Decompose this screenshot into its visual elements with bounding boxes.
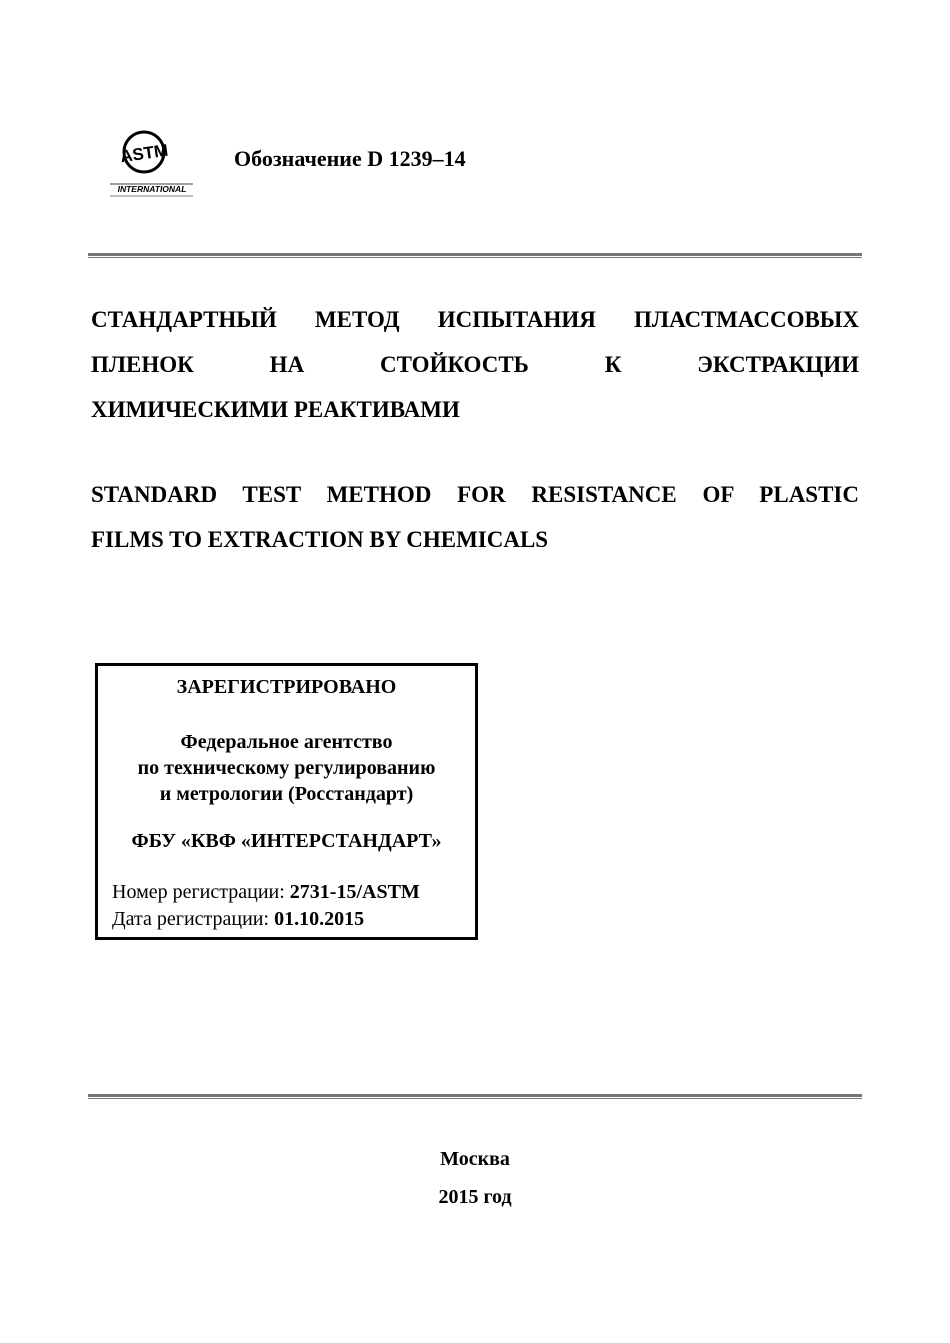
title-en-line-1: STANDARD TEST METHOD FOR RESISTANCE OF PLASTIC (91, 482, 859, 507)
agency-line-3: и метрологии (Росстандарт) (159, 783, 414, 805)
agency-line-1: Федеральное агентство (180, 731, 393, 753)
designation: Обозначение D 1239–14 (234, 146, 466, 171)
registration-agency (98, 729, 475, 807)
registration-box (95, 663, 478, 940)
registration-date-label: Дата регистрации: (112, 908, 270, 930)
registration-number-label: Номер регистрации: (112, 881, 285, 903)
registration-date-value: 01.10.2015 (274, 908, 365, 930)
logo-subtext: INTERNATIONAL (117, 184, 187, 194)
title-ru-line-1: СТАНДАРТНЫЙ МЕТОД ИСПЫТАНИЯ ПЛАСТМАССОВЫХ (91, 307, 859, 332)
top-divider (88, 253, 862, 258)
astm-logo (108, 126, 198, 198)
bottom-divider (88, 1094, 862, 1099)
title-ru-line-3: ХИМИЧЕСКИМИ РЕАКТИВАМИ (91, 397, 460, 422)
registration-number-value: 2731-15/ASTM (289, 881, 420, 903)
registration-data (112, 879, 420, 933)
title-en-line-2: FILMS TO EXTRACTION BY CHEMICALS (91, 527, 549, 552)
footer-year: 2015 год (438, 1186, 512, 1208)
registration-date-row (112, 906, 420, 933)
title-english (91, 472, 859, 562)
title-ru-line-2: ПЛЕНОК НА СТОЙКОСТЬ К ЭКСТРАКЦИИ (91, 352, 859, 377)
agency-line-2: по техническому регулированию (137, 757, 436, 779)
registration-heading: ЗАРЕГИСТРИРОВАНО (176, 676, 397, 698)
footer-city: Москва (440, 1148, 510, 1170)
title-russian (91, 297, 859, 432)
logo-text: ASTM (119, 140, 170, 167)
registration-number-row (112, 879, 420, 906)
registration-organization: ФБУ «КВФ «ИНТЕРСТАНДАРТ» (131, 830, 442, 852)
